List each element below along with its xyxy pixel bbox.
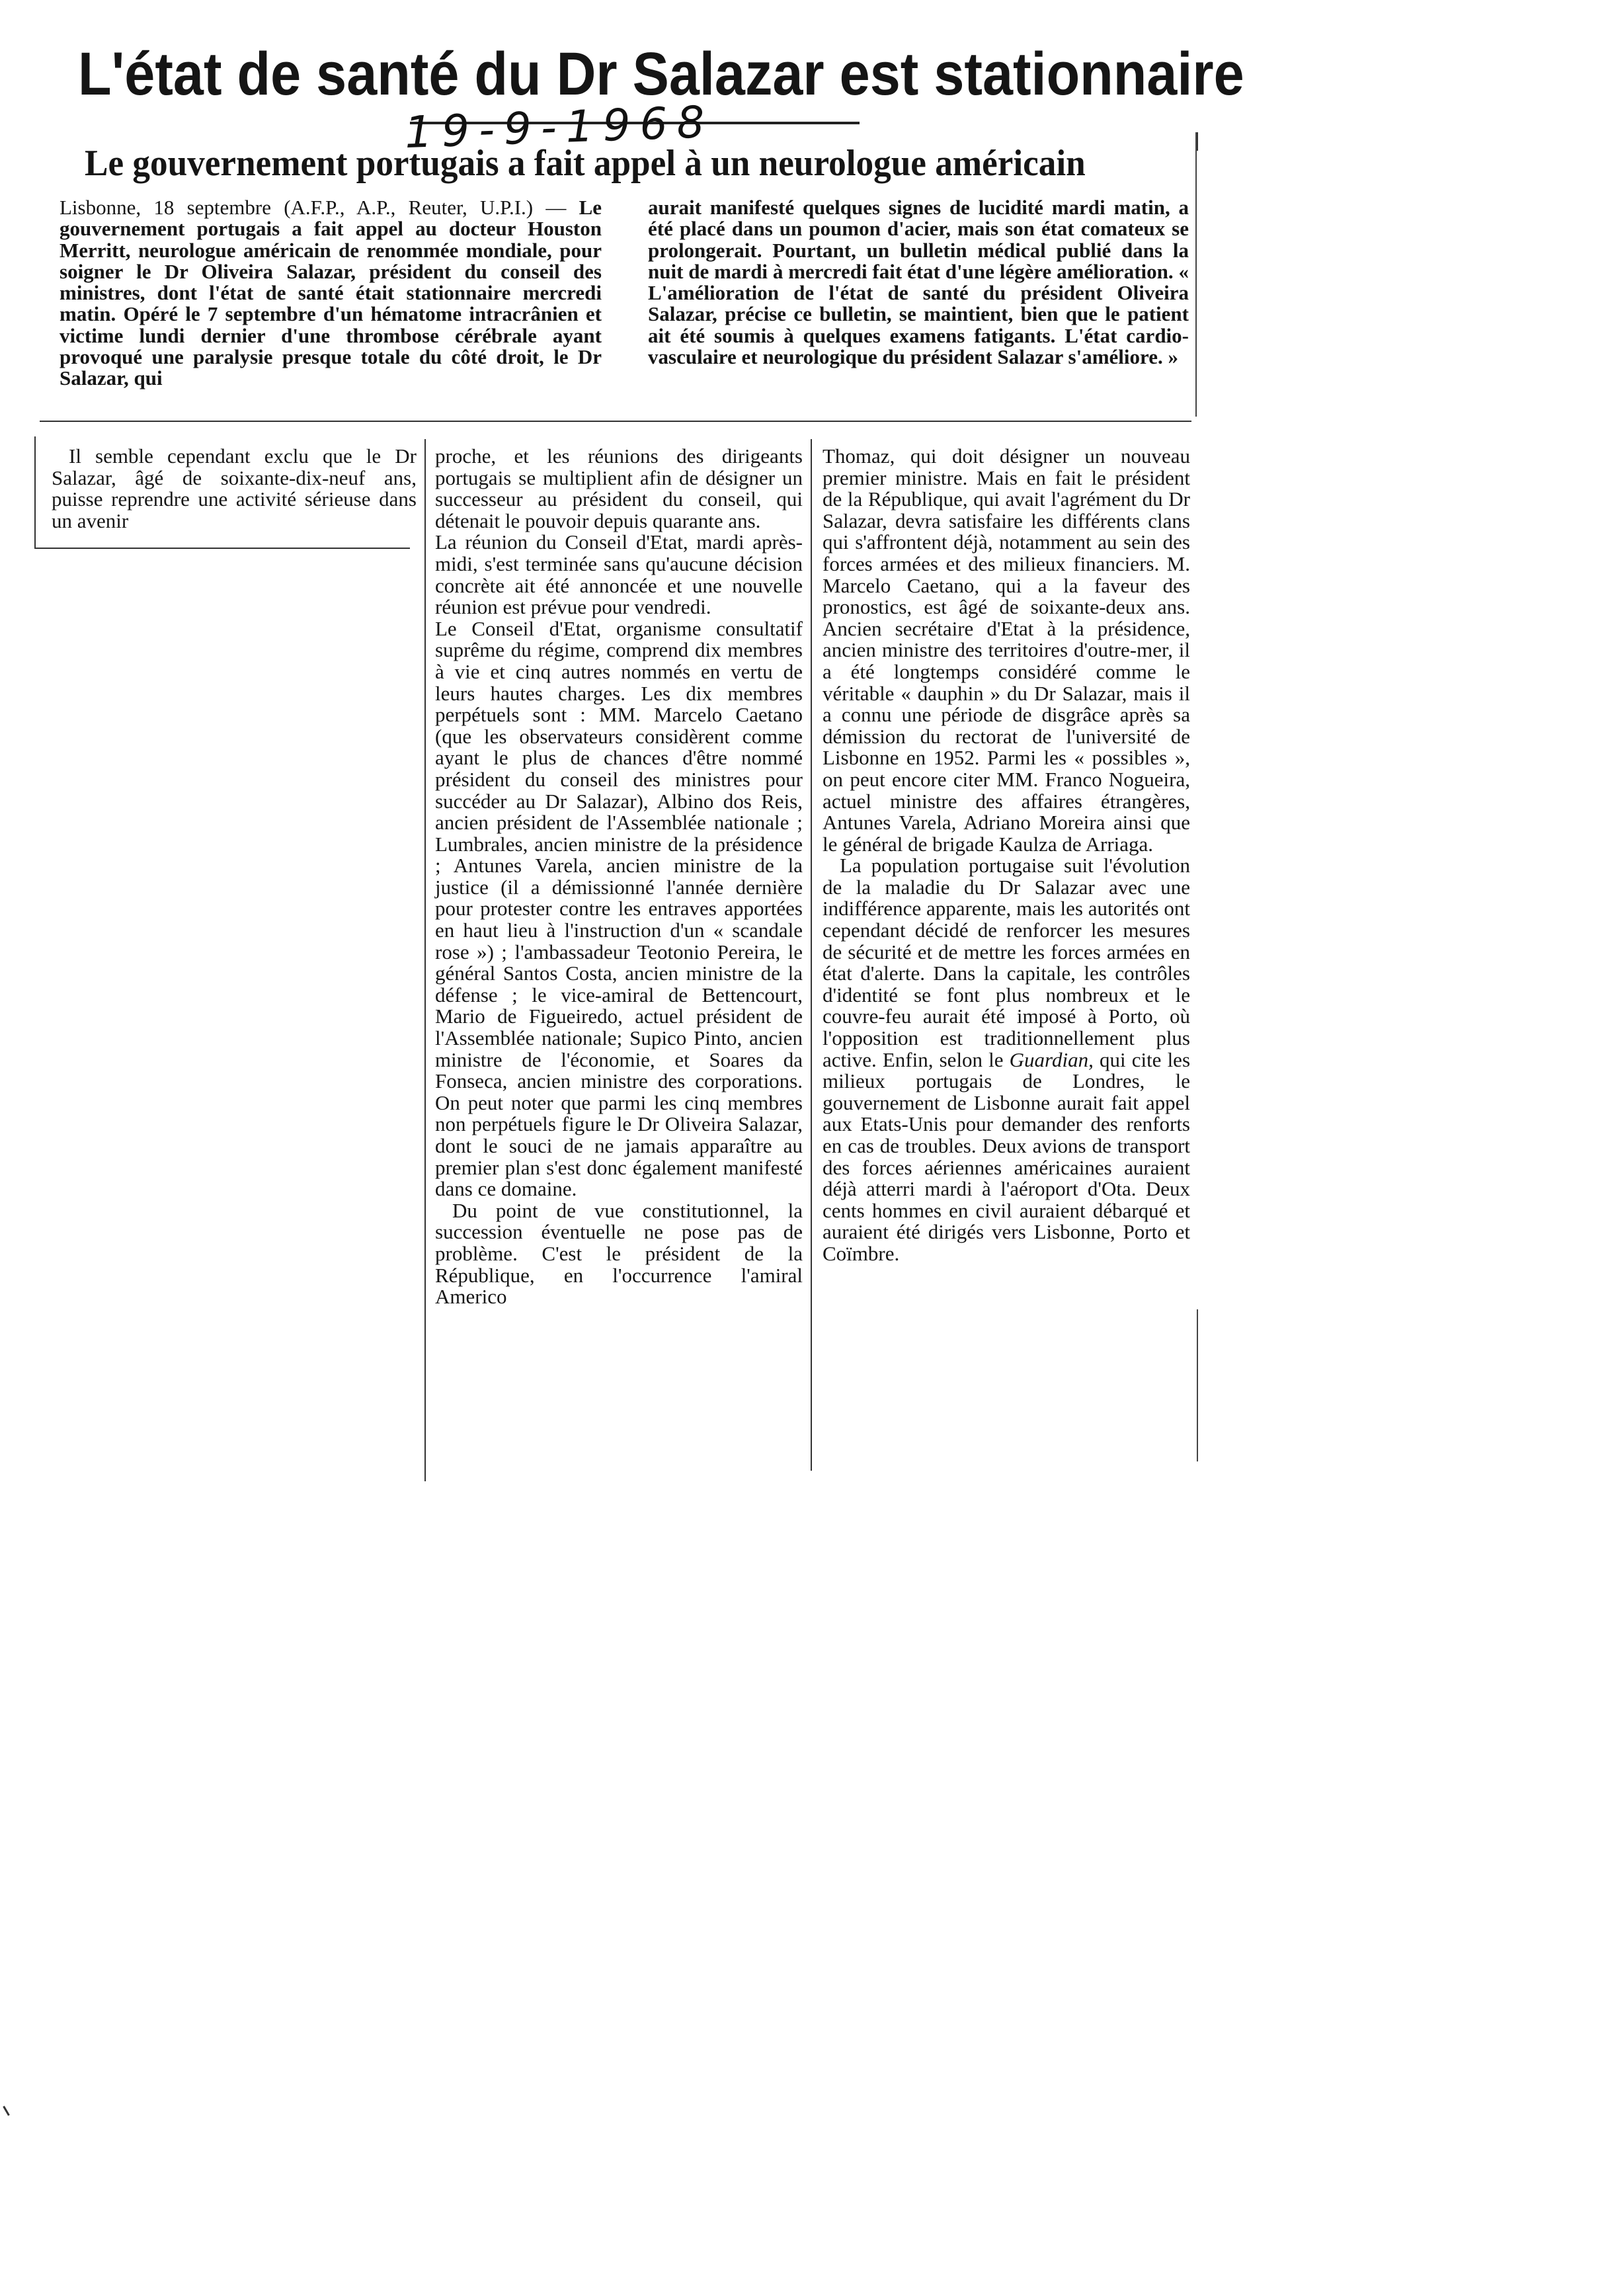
lead-rule [40, 421, 1191, 422]
column-border [424, 439, 426, 1481]
paragraph: Thomaz, qui doit désigner un nouveau premier ministre. Mais en fait le président de la République, qui avait l'agrément du Dr Salazar, devra satisfaire les différents clans qui s'affrontent déjà, notamment au sein des forces armées et des milieux financiers. M. Marcelo Caetano, qui a la faveur des pronostics, est âgé de soixante-deux ans. Ancien secrétaire d'Etat à la présidence, ancien ministre des territoires d'outre-mer, il a été longtemps considéré comme le véritable « dauphin » du Dr Salazar, mais il a connu une période de disgrâce après sa démission du rectorat de l'université de Lisbonne en 1952. Parmi les « possibles », on peut encore citer MM. Franco Nogueira, actuel ministre des affaires étrangères, Antunes Varela, Adriano Moreira ainsi que le général de brigade Kaulza de Arriaga. [823, 444, 1190, 856]
paragraph: Le Conseil d'Etat, organisme consultatif suprême du régime, comprend dix membres à vie et cinq autres nommés en vertu de leurs hautes charges. Les dix membres perpétuels sont : MM. Marcelo Caetano (que les observateurs considèrent comme ayant le plus de chances d'être nommé président du conseil des ministres pour succéder au Dr Salazar), Albino dos Reis, ancien président de l'Assemblée nationale ; Lumbrales, ancien ministre de la présidence ; Antunes Varela, ancien ministre de la justice (il a démissionné l'année dernière pour protester contre les entraves apportées en haut lieu à l'instruction d'un « scandale rose ») ; l'ambassadeur Teotonio Pereira, le général Santos Costa, ancien ministre de la défense ; le vice-amiral de Bettencourt, Mario de Figueiredo, actuel président de l'Assemblée nationale; Supico Pinto, ancien ministre de l'économie, et Soares da Fonseca, ancien ministre des corporations. On peut noter que parmi les cinq membres non perpétuels figure le Dr Oliveira Salazar, dont le souci de ne jamais apparaître au premier plan s'est donc également manifesté dans ce domaine. [435, 616, 803, 1201]
lead-left-text: Le gouvernement portugais a fait appel au docteur Houston Merritt, neurologue américain de renommée mondiale, pour soigner le Dr Oliveira Salazar, président du conseil des ministres, dont l'état de santé était stationnaire mercredi matin. Opéré le 7 septembre d'un hématome intracrânien et victime lundi dernier d'une thrombose cérébrale ayant provoqué une paralysie presque totale du côté droit, le Dr Salazar, qui [60, 196, 602, 390]
headline: L'état de santé du Dr Salazar est stationnaire [78, 40, 1244, 108]
lead-left-column [60, 197, 602, 390]
scan-mark [3, 2106, 10, 2115]
handwritten-date: 19-9-1968 [403, 96, 715, 159]
paragraph: proche, et les réunions des dirigeants portugais se multiplient afin de désigner un successeur au président du conseil, qui détenait le pouvoir depuis quarante ans. [435, 444, 803, 532]
subheadline: Le gouvernement portugais a fait appel à un neurologue américain [85, 143, 1086, 184]
text: La population portugaise suit l'évolution de la maladie du Dr Salazar avec une indifférence apparente, mais les autorités ont cependant décidé de renforcer les mesures de sécurité et de mettre les forces armées en état d'alerte. Dans la capitale, les contrôles d'identité se font plus nombreux et le couvre-feu aurait été imposé à Porto, où l'opposition est traditionnellement plus active. Enfin, selon le [823, 854, 1190, 1071]
paragraph: Il semble cependant exclu que le Dr Salazar, âgé de soixante-dix-neuf ans, puisse reprendre une activité sérieuse dans un avenir [52, 444, 417, 532]
body-column-3 [823, 446, 1190, 1265]
column-border [34, 436, 36, 548]
body-column-1 [52, 446, 417, 532]
newspaper-name: Guardian, [1009, 1047, 1094, 1071]
margin-mark [1197, 132, 1198, 151]
lead-right-text: aurait manifesté quelques signes de lucidité mardi matin, a été placé dans un poumon d'acier, mais son état comateux se prolongerait. Pourtant, un bulletin médical publié dans la nuit de mardi à mercredi fait état d'une légère amélioration. « L'amélioration de l'état de santé du président Oliveira Salazar, précise ce bulletin, se maintient, bien que le patient ait été soumis à quelques examens fatigants. L'état cardio-vasculaire et neurologique du président Salazar s'améliore. » [648, 196, 1189, 369]
lead-dateline: Lisbonne, 18 septembre (A.F.P., A.P., Reuter, U.P.I.) — [60, 196, 567, 219]
column-border [811, 439, 812, 1471]
column-border [34, 548, 410, 549]
body-column-2 [435, 446, 803, 1308]
column-border [1197, 1309, 1198, 1461]
text: qui cite les milieux portugais de Londres, le gouvernement de Lisbonne aurait fait appel aux Etats-Unis pour demander des renforts en cas de troubles. Deux avions de transport des forces aériennes américaines auraient déjà atterri mardi à l'aéroport d'Ota. Deux cents hommes en civil auraient débarqué et auraient été dirigés vers Lisbonne, Porto et Coïmbre. [823, 1047, 1191, 1265]
lead-right-column [648, 197, 1189, 368]
lead-right-border [1195, 132, 1197, 417]
paragraph: La réunion du Conseil d'Etat, mardi après-midi, s'est terminée sans qu'aucune décision concrète ait été annoncée et une nouvelle réunion est prévue pour vendredi. [435, 530, 803, 619]
paragraph [823, 855, 1190, 1264]
paragraph: Du point de vue constitutionnel, la succession éventuelle ne pose pas de problème. C'est le président de la République, en l'occurrence l'amiral Americo [435, 1198, 803, 1309]
